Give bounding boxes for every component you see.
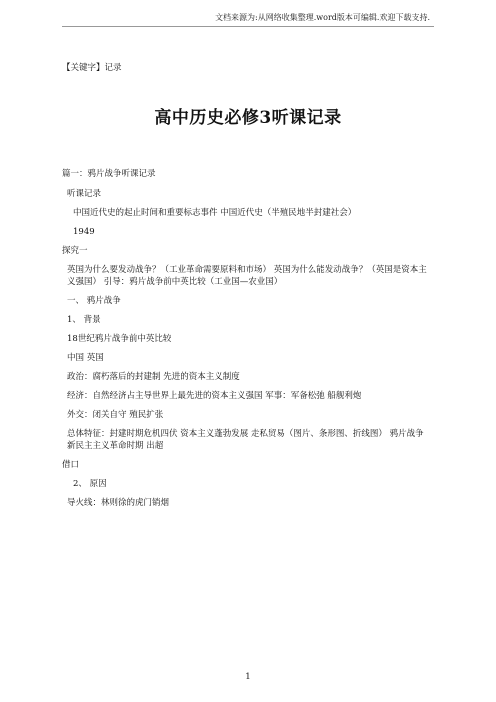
- header-source-note: 文档来源为:从网络收集整理.word版本可编辑.欢迎下载支持.: [215, 13, 430, 22]
- body-paragraph: 借口: [62, 460, 80, 470]
- body-paragraph: 一、 鸦片战争: [67, 296, 121, 306]
- body-paragraph: 1949: [73, 227, 95, 237]
- body-paragraph: 政治：腐朽落后的封建制 先进的资本主义制度: [67, 372, 240, 382]
- document-body: [62, 168, 434, 516]
- body-paragraph: 经济：自然经济占主导世界上最先进的资本主义强国 军事：军备松弛 船舰利炮: [67, 391, 362, 401]
- body-paragraph: 外交：闭关自守 殖民扩张: [67, 410, 164, 420]
- body-paragraph: 中国近代史的起止时间和重要标志事件 中国近代史（半殖民地半封建社会）: [73, 208, 357, 218]
- body-paragraph: 中国 英国: [67, 353, 104, 363]
- document-title: 高中历史必修3听课记录: [154, 108, 342, 128]
- body-paragraph: 总体特征：封建时期危机四伏 资本主义蓬勃发展 走私贸易（图片、条形图、折线图） 鸦片战争 新民主主义革命时期 出超: [67, 429, 424, 451]
- keyword-line: 【关键字】记录: [62, 63, 122, 73]
- body-paragraph: 探究一: [62, 246, 88, 256]
- section-heading: 篇一：鸦片战争听课记录: [62, 169, 156, 179]
- body-paragraph: 导火线：林则徐的虎门销烟: [67, 498, 170, 508]
- body-paragraph: 听课记录: [67, 189, 102, 199]
- header-divider: [62, 26, 434, 27]
- body-paragraph: 18世纪鸦片战争前中英比较: [67, 334, 172, 344]
- body-paragraph: 1、 背景: [67, 315, 101, 325]
- body-paragraph: 英国为什么要发动战争？（工业革命需要原料和市场） 英国为什么能发动战争？（英国是资本主义强国） 引导：鸦片战争前中英比较（工业国—农业国）: [67, 265, 427, 287]
- body-paragraph: 2、 原因: [73, 479, 107, 489]
- page-number: 1: [245, 672, 251, 682]
